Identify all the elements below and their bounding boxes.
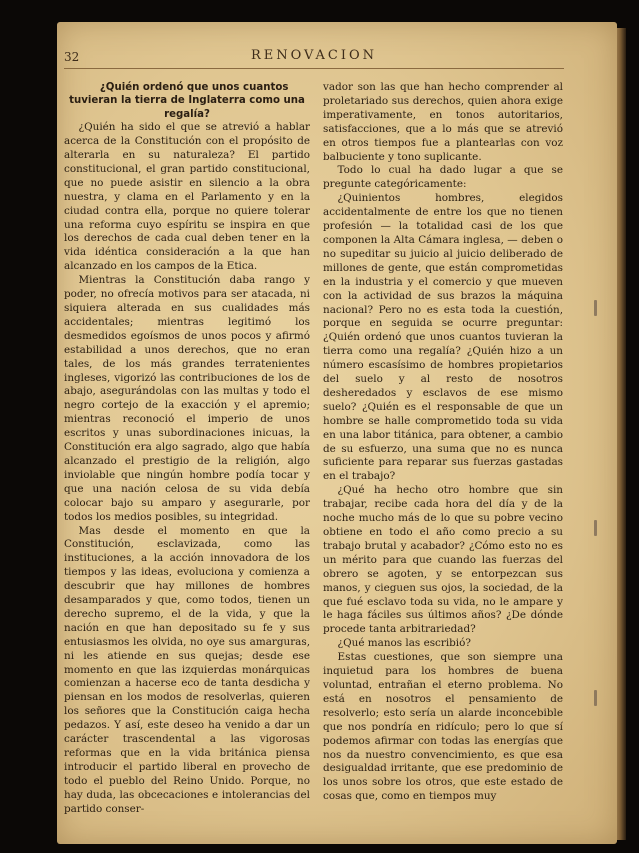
running-head <box>64 48 564 69</box>
paragraph: ¿Qué ha hecho otro hombre que sin trabajar, recibe cada hora del día y de la noche mucho más de lo que su pobre vecino obtiene en todo el año como precio a su trabajo brutal y acabador? ¿Cómo esto no es un mérito para que cuando las fuerzas del obrero se agoten, y se entorpezcan sus manos, y cieguen sus ojos, la sociedad, de la que fué esclavo toda su vida, no le ampare y le haga fáciles sus últimos años? ¿De dónde procede tanta arbitrariedad? <box>323 484 563 636</box>
binding-stitch <box>594 690 597 706</box>
paragraph: vador son las que han hecho comprender al proletariado sus derechos, quien ahora exige imperativamente, en tonos autoritarios, satisfacciones, que a lo más que se atrevió en otros tiempos fue a plantearlas con voz balbuciente y tono suplicante. <box>323 81 563 163</box>
paragraph: Mas desde el momento en que la Constitución, esclavizada, como las instituciones, a la acción innovadora de los tiempos y las ideas, evoluciona y comienza a descubrir que hay millones de hombres desamparados y que, como todos, tienen un derecho supremo, el de la vida, y que la nación en que han depositado su fe y sus entusiasmos les olvida, no oye sus amarguras, ni les atiende en sus quejas; desde ese momento en que las izquierdas monárquicas comienzan a hacerse eco de tanta desdicha y piensan en los modos de resolverlas, quieren los señores que la Constitución caiga hecha pedazos. Y así, este deseo ha venido a dar un carácter trascendental a las vigorosas reformas que en la vida británica piensa introducir el partido liberal en provecho de todo el pueblo del Reino Unido. Porque, no hay duda, las obcecaciones e intolerancias del partido conser- <box>64 524 310 815</box>
section-heading: ¿Quién ordenó que unos cuantos tuvieran la tierra de Inglaterra como una regalía? <box>69 82 305 120</box>
paragraph: ¿Qué manos las escribió? <box>337 637 471 650</box>
paragraph: Todo lo cual ha dado lugar a que se pregunte categóricamente: <box>323 164 563 191</box>
binding-stitch <box>594 520 597 536</box>
paragraph: Mientras la Constitución daba rango y poder, no ofrecía motivos para ser atacada, ni siquiera alterada en sus cualidades más accidentales; mientras legitimó los desmedidos egoísmos de unos pocos y afirmó estabilidad a unos derechos, que no eran tales, de los más grandes terratenientes ingleses, vigorizó las contribuciones de los de abajo, asegurándolas con las multas y todo el negro cortejo de la exacción y el apremio; mientras reconoció el imperio de unos escritos y unas subordinaciones inicuas, la Constitución era algo sagrado, algo que había alcanzado el prestigio de la religión, algo inviolable que ningún hombre podía tocar y que una nación celosa de su vida debía colocar bajo su amparo y asegurarle, por todos los medios posibles, su integridad. <box>64 274 310 523</box>
paragraph: Estas cuestiones, que son siempre una inquietud para los hombres de buena voluntad, entrañan el eterno problema. No está en nosotros el pensamiento de resolverlo; esto sería un alarde inconcebible que nos pondría en ridículo; pero lo que sí podemos afirmar con todas las energías que nos da nuestro convencimiento, es que esa desigualdad irritante, que ese predominio de los unos sobre los otros, que este estado de cosas que, como en tiempos muy <box>323 651 563 803</box>
right-column <box>323 81 563 804</box>
page-number: 32 <box>64 50 80 64</box>
binding-stitch <box>594 300 597 316</box>
left-column <box>64 81 310 817</box>
paragraph: ¿Quién ha sido el que se atrevió a hablar acerca de la Constitución con el propósito de alterarla en su naturaleza? El partido constitucional, el gran partido constitucional, que no puede asistir en silencio a la obra nuestra, y clama en el Parlamento y en la ciudad contra ella, porque no quiere tolerar una reforma cuyo espíritu se inspira en que los derechos de cada cual deben tener en la vida idéntica consideración a la que han alcanzado en los campos de la Etica. <box>64 121 310 273</box>
journal-title: RENOVACION <box>250 48 378 63</box>
paragraph: ¿Quinientos hombres, elegidos accidentalmente de entre los que no tienen profesión — la totalidad casi de los que componen la Alta Cámara inglesa, — deben o no supeditar su juicio al juicio deliberado de millones de gente, que están comprometidas en la industria y el comercio y que mueven con la actividad de sus brazos la máquina nacional? Pero no es esta toda la cuestión, porque en seguida se ocurre preguntar: ¿Quién ordenó que unos cuantos tuvieran la tierra como una regalía? ¿Quién hizo a un número escasísimo de hombres propietarios del suelo y al resto de nosotros desheredados y esclavos de ese mismo suelo? ¿Quién es el responsable de que un hombre se halle comprometido toda su vida en una labor titánica, para obtener, a cambio de su esfuerzo, una suma que no es nunca suficiente para reparar sus fuerzas gastadas en el trabajo? <box>323 192 563 483</box>
